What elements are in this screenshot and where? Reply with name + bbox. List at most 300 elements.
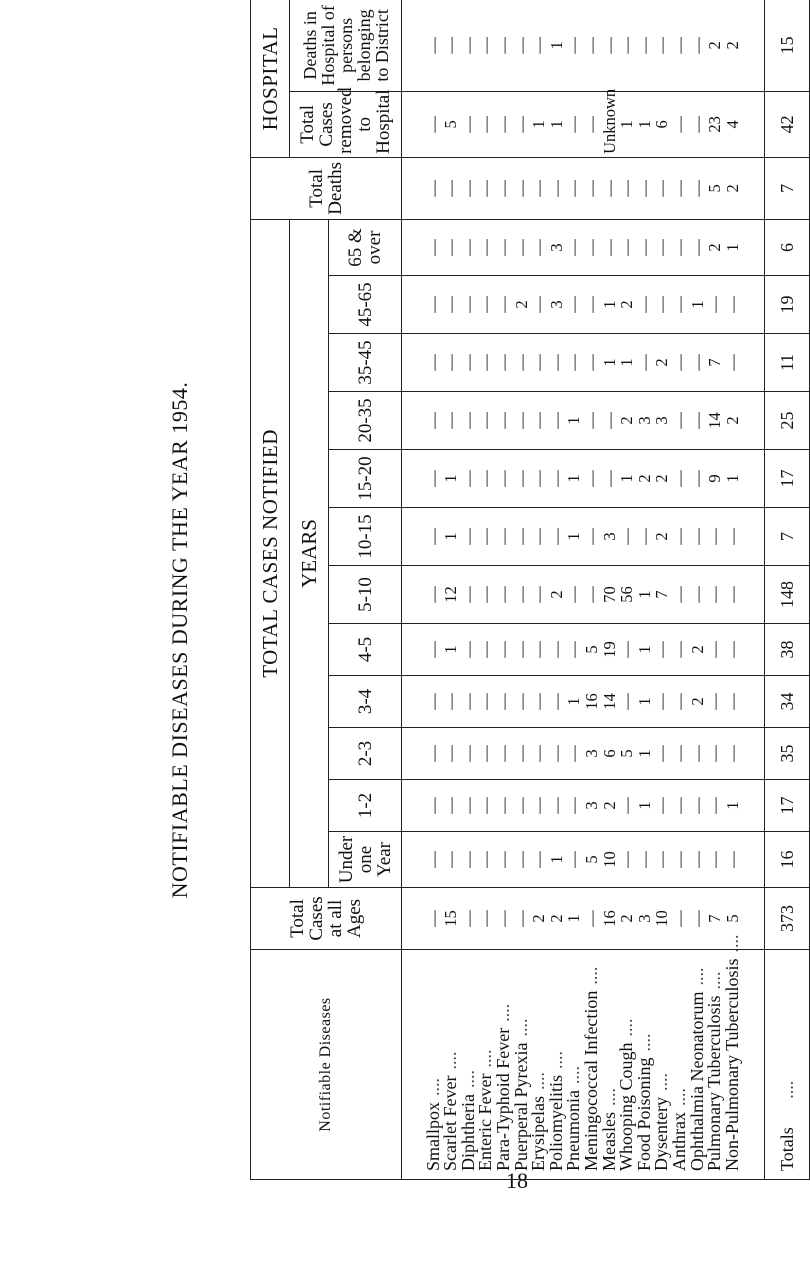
table-cell: — bbox=[511, 116, 531, 133]
disease-label: Poliomyelitis bbox=[545, 1074, 566, 1171]
table-cell: — bbox=[529, 296, 549, 313]
table-cell: — bbox=[617, 528, 637, 545]
removed-to-hospital-header: Total Cases removed to Hospital bbox=[290, 91, 402, 157]
table-cell: — bbox=[494, 910, 514, 927]
table-cell: — bbox=[476, 116, 496, 133]
table-cell: 2 bbox=[652, 532, 672, 541]
table-cell: — bbox=[423, 354, 443, 371]
table-cell: — bbox=[669, 745, 689, 762]
table-cell: — bbox=[476, 851, 496, 868]
table-cell: 2 bbox=[529, 914, 549, 923]
table-cell: — bbox=[476, 296, 496, 313]
table-cell: 1 bbox=[441, 645, 461, 654]
table-cell: — bbox=[511, 693, 531, 710]
leader-dots: .... bbox=[668, 1088, 689, 1107]
table-cell: — bbox=[564, 116, 584, 133]
table-cell: 1 bbox=[441, 474, 461, 483]
notifiable-diseases-header: Notifiable Diseases bbox=[251, 950, 402, 1180]
table-cell: — bbox=[546, 180, 566, 197]
disease-label: Smallpox bbox=[422, 1101, 443, 1171]
table-cell: — bbox=[722, 693, 742, 710]
table-cell: 3 bbox=[582, 801, 601, 810]
table-cell: — bbox=[494, 586, 514, 603]
table-cell: — bbox=[458, 586, 478, 603]
table-cell: — bbox=[441, 412, 461, 429]
table-cell: — bbox=[669, 528, 689, 545]
leader-dots: .... bbox=[686, 967, 707, 986]
total-deaths-header: Total Deaths bbox=[251, 157, 402, 219]
table-cell: 1 bbox=[564, 914, 584, 923]
age-35-45-header: 35-45 bbox=[329, 334, 402, 392]
disease-label: Pulmonary Tuberculosis bbox=[704, 995, 725, 1171]
table-cell: — bbox=[564, 180, 584, 197]
total-under-one: 16 bbox=[765, 832, 810, 888]
table-cell: — bbox=[423, 851, 443, 868]
table-cell: — bbox=[529, 470, 549, 487]
table-cell: — bbox=[669, 116, 689, 133]
age-10-15-header: 10-15 bbox=[329, 508, 402, 566]
age-20-35-header: 20-35 bbox=[329, 392, 402, 450]
leader-dots: .... bbox=[422, 1077, 443, 1096]
table-cell: 1 bbox=[546, 120, 566, 129]
table-cell: — bbox=[652, 37, 672, 54]
disease-label: Diphtheria bbox=[457, 1094, 478, 1171]
table-cell: — bbox=[634, 180, 654, 197]
table-cell: — bbox=[476, 354, 496, 371]
table-cell: 1 bbox=[617, 474, 637, 483]
table-cell: — bbox=[687, 412, 707, 429]
table-cell: — bbox=[423, 528, 443, 545]
table-cell: — bbox=[582, 180, 601, 197]
table-cell: — bbox=[441, 296, 461, 313]
table-cell: — bbox=[546, 528, 566, 545]
disease-label: Non-Pulmonary Tuberculosis bbox=[721, 958, 742, 1171]
table-cell: — bbox=[669, 797, 689, 814]
age-3-4-header: 3-4 bbox=[329, 676, 402, 728]
total-45-65: 19 bbox=[765, 276, 810, 334]
table-cell: 2 bbox=[617, 300, 637, 309]
table-cell: — bbox=[529, 412, 549, 429]
table-cell: 2 bbox=[617, 416, 637, 425]
table-cell: — bbox=[476, 910, 496, 927]
table-cell: — bbox=[687, 239, 707, 256]
table-cell: — bbox=[511, 641, 531, 658]
table-cell: — bbox=[441, 37, 461, 54]
table-cell: 2 bbox=[617, 914, 637, 923]
table-cell: — bbox=[476, 693, 496, 710]
total-deaths-in-hospital: 15 bbox=[765, 0, 810, 91]
disease-label: Scarlet Fever bbox=[440, 1075, 461, 1171]
table-cell: 5 bbox=[617, 749, 637, 758]
table-cell: — bbox=[511, 851, 531, 868]
page-title: NOTIFIABLE DISEASES DURING THE YEAR 1954. bbox=[167, 381, 192, 899]
table-cell: 2 bbox=[705, 41, 725, 50]
table-cell: 4 bbox=[722, 120, 742, 129]
disease-label: Anthrax bbox=[668, 1112, 689, 1171]
table-cell: — bbox=[564, 641, 584, 658]
table-cell: — bbox=[617, 693, 637, 710]
age-4-5-header: 4-5 bbox=[329, 624, 402, 676]
table-cell: 2 bbox=[687, 645, 707, 654]
table-cell: 2 bbox=[687, 697, 707, 706]
leader-dots: .... bbox=[721, 934, 742, 953]
table-cell: — bbox=[687, 180, 707, 197]
table-cell: 1 bbox=[546, 855, 566, 864]
table-cell: 2 bbox=[652, 358, 672, 367]
table-cell: — bbox=[705, 693, 725, 710]
table-cell: — bbox=[582, 116, 601, 133]
table-cell: — bbox=[669, 239, 689, 256]
table-cell: 10 bbox=[652, 910, 672, 927]
table-cell: — bbox=[652, 851, 672, 868]
table-cell: — bbox=[441, 180, 461, 197]
table-cell: — bbox=[441, 693, 461, 710]
table-cell: 19 bbox=[599, 641, 619, 658]
table-cell: 2 bbox=[546, 914, 566, 923]
table-cell: — bbox=[458, 745, 478, 762]
table-cell: — bbox=[458, 37, 478, 54]
notifiable-diseases-table-container bbox=[250, 5, 810, 1180]
leader-dots: .... bbox=[545, 1050, 566, 1069]
table-cell: — bbox=[494, 296, 514, 313]
total-2-3: 35 bbox=[765, 728, 810, 780]
column-values bbox=[402, 276, 765, 334]
table-cell: — bbox=[529, 797, 549, 814]
table-cell: — bbox=[423, 116, 443, 133]
table-cell: — bbox=[599, 412, 619, 429]
table-cell: 2 bbox=[722, 184, 742, 193]
table-cell: — bbox=[652, 239, 672, 256]
table-cell: — bbox=[599, 470, 619, 487]
table-cell: — bbox=[705, 586, 725, 603]
table-cell: 3 bbox=[634, 914, 654, 923]
total-removed-to-hospital: 42 bbox=[765, 91, 810, 157]
table-cell: — bbox=[669, 641, 689, 658]
disease-label: Erysipelas bbox=[528, 1096, 549, 1171]
table-cell: — bbox=[458, 116, 478, 133]
table-cell: — bbox=[564, 797, 584, 814]
table-cell: 2 bbox=[634, 474, 654, 483]
column-values bbox=[402, 334, 765, 392]
leader-dots: .... bbox=[457, 1070, 478, 1089]
table-cell: 3 bbox=[546, 300, 566, 309]
table-cell: — bbox=[582, 354, 601, 371]
column-values bbox=[402, 566, 765, 624]
table-cell: — bbox=[634, 296, 654, 313]
leader-dots: .... bbox=[704, 971, 725, 990]
table-cell: — bbox=[494, 239, 514, 256]
table-cell: — bbox=[511, 528, 531, 545]
disease-label: Whooping Cough bbox=[616, 1042, 637, 1171]
table-cell: — bbox=[529, 528, 549, 545]
leader-dots: .... bbox=[598, 1088, 619, 1107]
table-cell: — bbox=[423, 797, 443, 814]
table-cell: 5 bbox=[441, 120, 461, 129]
table-cell: — bbox=[441, 851, 461, 868]
table-cell: — bbox=[476, 470, 496, 487]
table-cell: — bbox=[546, 797, 566, 814]
table-cell: — bbox=[599, 239, 619, 256]
leader-dots: .... bbox=[651, 1073, 672, 1092]
table-cell: — bbox=[617, 37, 637, 54]
table-cell: — bbox=[669, 851, 689, 868]
table-cell: — bbox=[687, 586, 707, 603]
table-cell: 5 bbox=[582, 645, 601, 654]
table-cell: — bbox=[529, 851, 549, 868]
table-cell: — bbox=[705, 641, 725, 658]
table-cell: 6 bbox=[652, 120, 672, 129]
table-cell: — bbox=[652, 180, 672, 197]
total-65-over: 6 bbox=[765, 219, 810, 275]
table-cell: — bbox=[494, 354, 514, 371]
table-cell: — bbox=[546, 693, 566, 710]
table-cell: — bbox=[599, 37, 619, 54]
table-cell: — bbox=[705, 797, 725, 814]
disease-name bbox=[721, 934, 742, 1171]
table-cell: 14 bbox=[599, 693, 619, 710]
table-cell: 3 bbox=[546, 243, 566, 252]
table-cell: 3 bbox=[582, 749, 601, 758]
table-cell: — bbox=[494, 797, 514, 814]
total-20-35: 25 bbox=[765, 392, 810, 450]
column-values bbox=[402, 450, 765, 508]
table-cell: — bbox=[582, 910, 601, 927]
table-cell: — bbox=[458, 528, 478, 545]
table-cell: 1 bbox=[599, 300, 619, 309]
leader-dots: .... bbox=[440, 1051, 461, 1070]
table-cell: — bbox=[722, 641, 742, 658]
table-cell: — bbox=[634, 37, 654, 54]
years-header: YEARS bbox=[290, 219, 329, 887]
table-cell: — bbox=[669, 37, 689, 54]
table-cell: 7 bbox=[652, 590, 672, 599]
total-3-4: 34 bbox=[765, 676, 810, 728]
total-10-15: 7 bbox=[765, 508, 810, 566]
table-cell: — bbox=[423, 412, 443, 429]
table-cell: — bbox=[494, 180, 514, 197]
table-cell: 1 bbox=[634, 697, 654, 706]
disease-label: Food Poisoning bbox=[633, 1057, 654, 1171]
leader-dots: .... bbox=[528, 1072, 549, 1091]
table-cell: 5 bbox=[722, 914, 742, 923]
disease-label: Ophthalmia Neonatorum bbox=[686, 991, 707, 1171]
total-all-ages: 373 bbox=[765, 888, 810, 950]
table-cell: — bbox=[722, 851, 742, 868]
table-cell: — bbox=[564, 851, 584, 868]
table-cell: 2 bbox=[599, 801, 619, 810]
table-cell: — bbox=[458, 641, 478, 658]
table-cell: — bbox=[423, 296, 443, 313]
table-cell: — bbox=[529, 180, 549, 197]
table-cell: 56 bbox=[617, 586, 637, 603]
table-cell: — bbox=[582, 528, 601, 545]
table-cell: — bbox=[494, 745, 514, 762]
table-cell: 3 bbox=[599, 532, 619, 541]
table-cell: — bbox=[476, 528, 496, 545]
column-values bbox=[402, 157, 765, 219]
table-cell: — bbox=[423, 586, 443, 603]
table-cell: 1 bbox=[634, 645, 654, 654]
table-cell: — bbox=[652, 745, 672, 762]
table-cell: — bbox=[669, 296, 689, 313]
table-cell: — bbox=[546, 354, 566, 371]
table-cell: — bbox=[634, 239, 654, 256]
table-cell: — bbox=[617, 641, 637, 658]
disease-list bbox=[402, 934, 765, 1180]
table-cell: 3 bbox=[634, 416, 654, 425]
table-cell: — bbox=[423, 470, 443, 487]
table-cell: — bbox=[529, 37, 549, 54]
column-values bbox=[402, 728, 765, 780]
table-cell: — bbox=[423, 641, 443, 658]
table-cell: — bbox=[529, 641, 549, 658]
table-cell: — bbox=[476, 180, 496, 197]
table-cell: — bbox=[423, 910, 443, 927]
table-cell: Unknown bbox=[599, 88, 619, 154]
table-cell: — bbox=[687, 910, 707, 927]
age-65-over-header: 65 & over bbox=[329, 219, 402, 275]
table-cell: — bbox=[705, 851, 725, 868]
table-cell: — bbox=[582, 239, 601, 256]
table-cell: 1 bbox=[634, 120, 654, 129]
table-cell: — bbox=[511, 412, 531, 429]
table-cell: 7 bbox=[705, 914, 725, 923]
table-cell: 1 bbox=[722, 474, 742, 483]
disease-label: Puerperal Pyrexia bbox=[510, 1042, 531, 1171]
total-35-45: 11 bbox=[765, 334, 810, 392]
disease-label: Dysentery bbox=[651, 1097, 672, 1171]
table-cell: — bbox=[634, 528, 654, 545]
table-cell: 70 bbox=[599, 586, 619, 603]
table-cell: — bbox=[705, 528, 725, 545]
table-cell: — bbox=[634, 354, 654, 371]
table-cell: — bbox=[511, 354, 531, 371]
table-cell: — bbox=[687, 745, 707, 762]
table-cell: — bbox=[705, 745, 725, 762]
table-cell: 9 bbox=[705, 474, 725, 483]
column-values bbox=[402, 624, 765, 676]
column-values bbox=[402, 676, 765, 728]
table-cell: — bbox=[617, 797, 637, 814]
table-cell: — bbox=[423, 239, 443, 256]
table-cell: — bbox=[722, 745, 742, 762]
table-cell: — bbox=[476, 641, 496, 658]
table-cell: — bbox=[458, 851, 478, 868]
table-cell: 5 bbox=[705, 184, 725, 193]
table-cell: 14 bbox=[705, 412, 725, 429]
disease-label: Enteric Fever bbox=[475, 1073, 496, 1171]
table-cell: — bbox=[652, 693, 672, 710]
table-cell: — bbox=[441, 745, 461, 762]
table-cell: 1 bbox=[564, 697, 584, 706]
table-cell: — bbox=[441, 239, 461, 256]
table-cell: — bbox=[529, 239, 549, 256]
table-cell: — bbox=[476, 239, 496, 256]
leader-dots: .... bbox=[563, 1066, 584, 1084]
table-cell: 1 bbox=[564, 416, 584, 425]
table-cell: 15 bbox=[441, 910, 461, 927]
total-15-20: 17 bbox=[765, 450, 810, 508]
age-under-one-header: Under one Year bbox=[329, 832, 402, 888]
table-cell: — bbox=[441, 797, 461, 814]
column-values bbox=[402, 780, 765, 832]
table-cell: — bbox=[669, 693, 689, 710]
table-cell: 1 bbox=[599, 358, 619, 367]
table-cell: — bbox=[652, 797, 672, 814]
disease-label: Para-Typhoid Fever bbox=[493, 1027, 514, 1171]
page-number: 18 bbox=[506, 1168, 528, 1193]
table-cell: 2 bbox=[705, 243, 725, 252]
table-cell: — bbox=[494, 693, 514, 710]
table-cell: 1 bbox=[564, 532, 584, 541]
table-cell: — bbox=[441, 354, 461, 371]
column-values bbox=[402, 88, 765, 157]
table-cell: — bbox=[494, 37, 514, 54]
total-5-10: 148 bbox=[765, 566, 810, 624]
table-cell: — bbox=[511, 797, 531, 814]
column-values bbox=[402, 0, 765, 91]
column-values bbox=[402, 832, 765, 888]
total-1-2: 17 bbox=[765, 780, 810, 832]
table-cell: — bbox=[458, 239, 478, 256]
table-cell: — bbox=[494, 528, 514, 545]
table-cell: 1 bbox=[722, 801, 742, 810]
leader-dots: .... bbox=[616, 1018, 637, 1037]
table-cell: — bbox=[722, 296, 742, 313]
table-cell: — bbox=[458, 693, 478, 710]
age-5-10-header: 5-10 bbox=[329, 566, 402, 624]
hospital-header: HOSPITAL bbox=[251, 0, 290, 157]
table-cell: — bbox=[476, 586, 496, 603]
table-cell: 6 bbox=[599, 749, 619, 758]
table-cell: — bbox=[546, 745, 566, 762]
table-cell: 2 bbox=[722, 41, 742, 50]
leader-dots: .... bbox=[581, 966, 601, 985]
table-cell: — bbox=[458, 910, 478, 927]
table-cell: — bbox=[458, 354, 478, 371]
total-cases-notified-header: TOTAL CASES NOTIFIED bbox=[251, 219, 290, 887]
table-cell: 3 bbox=[652, 416, 672, 425]
notifiable-diseases-table bbox=[250, 0, 810, 1180]
disease-label: Measles bbox=[598, 1112, 619, 1171]
table-cell: — bbox=[564, 745, 584, 762]
table-cell: 1 bbox=[722, 243, 742, 252]
table-cell: — bbox=[529, 693, 549, 710]
age-2-3-header: 2-3 bbox=[329, 728, 402, 780]
totals-dots: .... bbox=[776, 1080, 797, 1099]
leader-dots: .... bbox=[475, 1049, 496, 1068]
table-cell: — bbox=[458, 180, 478, 197]
table-cell: 1 bbox=[617, 120, 637, 129]
table-cell: 2 bbox=[546, 590, 566, 599]
table-cell: — bbox=[494, 641, 514, 658]
table-cell: 1 bbox=[634, 749, 654, 758]
table-cell: — bbox=[599, 180, 619, 197]
table-cell: 10 bbox=[599, 851, 619, 868]
table-cell: — bbox=[617, 851, 637, 868]
table-cell: — bbox=[476, 37, 496, 54]
table-cell: — bbox=[582, 296, 601, 313]
table-cell: — bbox=[722, 528, 742, 545]
table-cell: — bbox=[669, 412, 689, 429]
table-cell: — bbox=[669, 354, 689, 371]
table-cell: — bbox=[687, 354, 707, 371]
table-cell: 16 bbox=[599, 910, 619, 927]
table-cell: — bbox=[687, 470, 707, 487]
totals-label-cell bbox=[765, 950, 810, 1180]
table-cell: — bbox=[423, 180, 443, 197]
table-cell: — bbox=[423, 693, 443, 710]
